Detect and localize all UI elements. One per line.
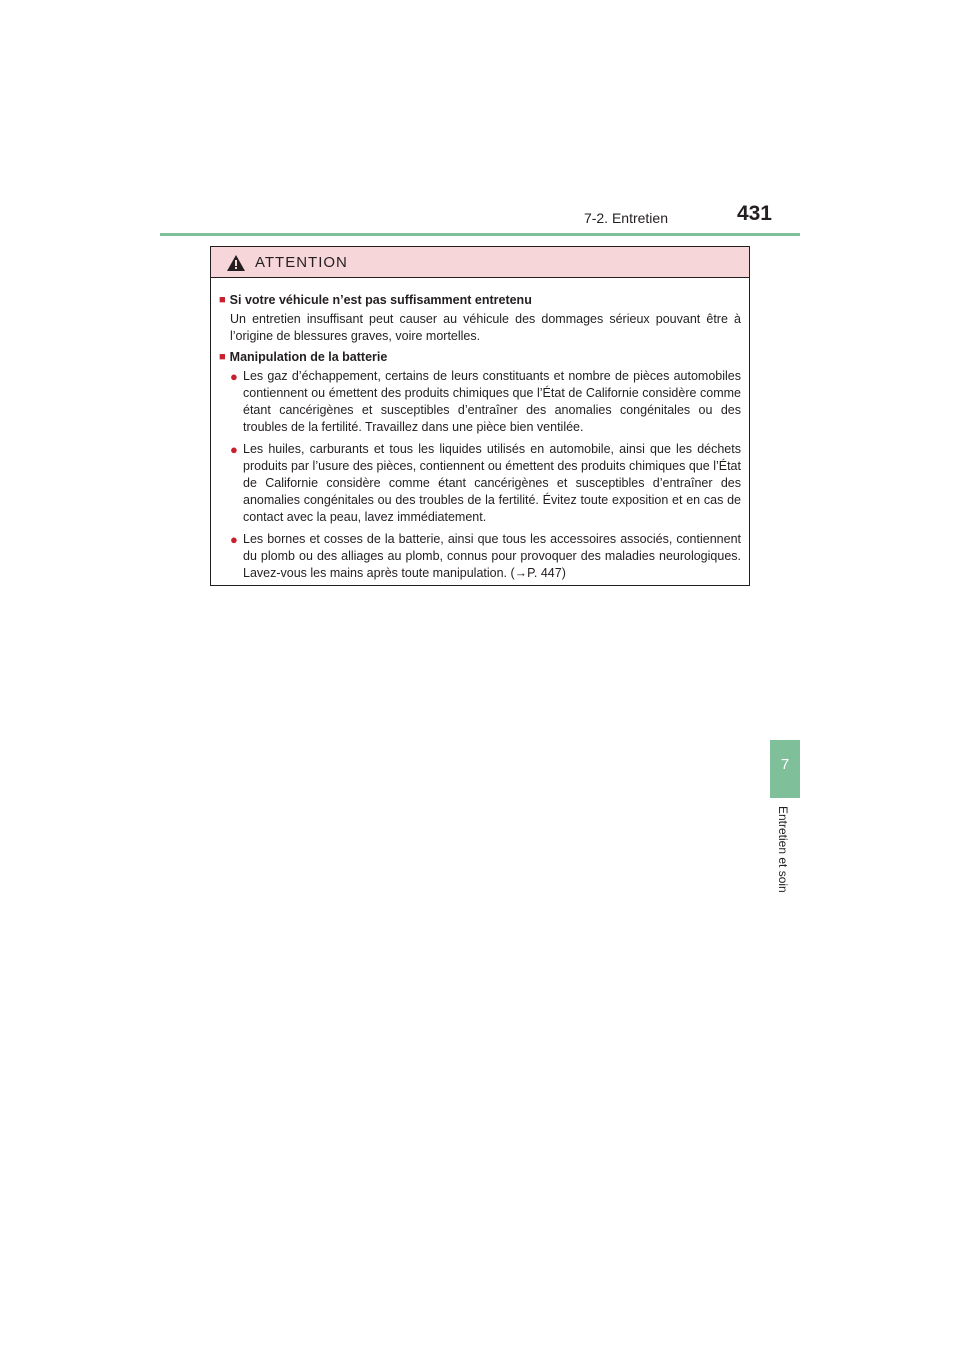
page-number: 431 — [736, 202, 772, 225]
section-heading: ■ Manipulation de la batterie — [219, 350, 388, 364]
round-bullet-icon: ● — [230, 369, 238, 384]
warning-triangle-icon — [227, 255, 245, 271]
chapter-tab — [770, 740, 800, 798]
warning-body — [211, 278, 749, 582]
header-rule — [160, 233, 800, 236]
warning-header — [211, 247, 749, 278]
round-bullet-icon: ● — [230, 532, 238, 547]
round-bullet-icon: ● — [230, 442, 238, 457]
page-header — [160, 200, 800, 236]
chapter-number: 7 — [780, 756, 790, 773]
warning-title: ATTENTION — [255, 254, 348, 271]
section-heading: ■ Si votre véhicule n’est pas suffisamment entretenu — [219, 293, 532, 307]
square-bullet-icon: ■ — [219, 351, 226, 363]
section-title: 7-2. Entretien — [583, 210, 668, 226]
square-bullet-icon: ■ — [219, 294, 226, 306]
section-paragraph: Un entretien insuffisant peut causer au véhicule des dommages sérieux pouvant être à l’origine de blessures graves, voire mortelles. — [230, 312, 741, 343]
list-item: ● Les bornes et cosses de la batterie, ainsi que tous les accessoires associés, contiennent du plomb ou des alliages au plomb, connus pour provoquer des maladies neurologiques. Lavez-vous les mains après toute manipulation. (→P. 447) — [230, 532, 741, 580]
warning-box — [210, 246, 750, 586]
chapter-label: Entretien et soin — [776, 806, 790, 893]
list-item: ● Les huiles, carburants et tous les liquides utilisés en automobile, ainsi que les déchets produits par l’usure des pièces, contiennent ou émettent des produits chimiques que l’État de Californie considère comme étant cancérigènes et susceptibles d’entraîner des anomalies congénitales ou des troubles de la fertilité. Évitez toute exposition et en cas de contact avec la peau, lavez immédiatement. — [230, 442, 741, 524]
list-item: ● Les gaz d’échappement, certains de leurs constituants et nombre de pièces automobiles contiennent ou émettent des produits chimiques que l’État de Californie considère comme étant cancérigènes et susceptibles d’entraîner des anomalies congénitales ou des troubles de la fertilité. Travaillez dans une pièce bien ventilée. — [230, 369, 741, 434]
